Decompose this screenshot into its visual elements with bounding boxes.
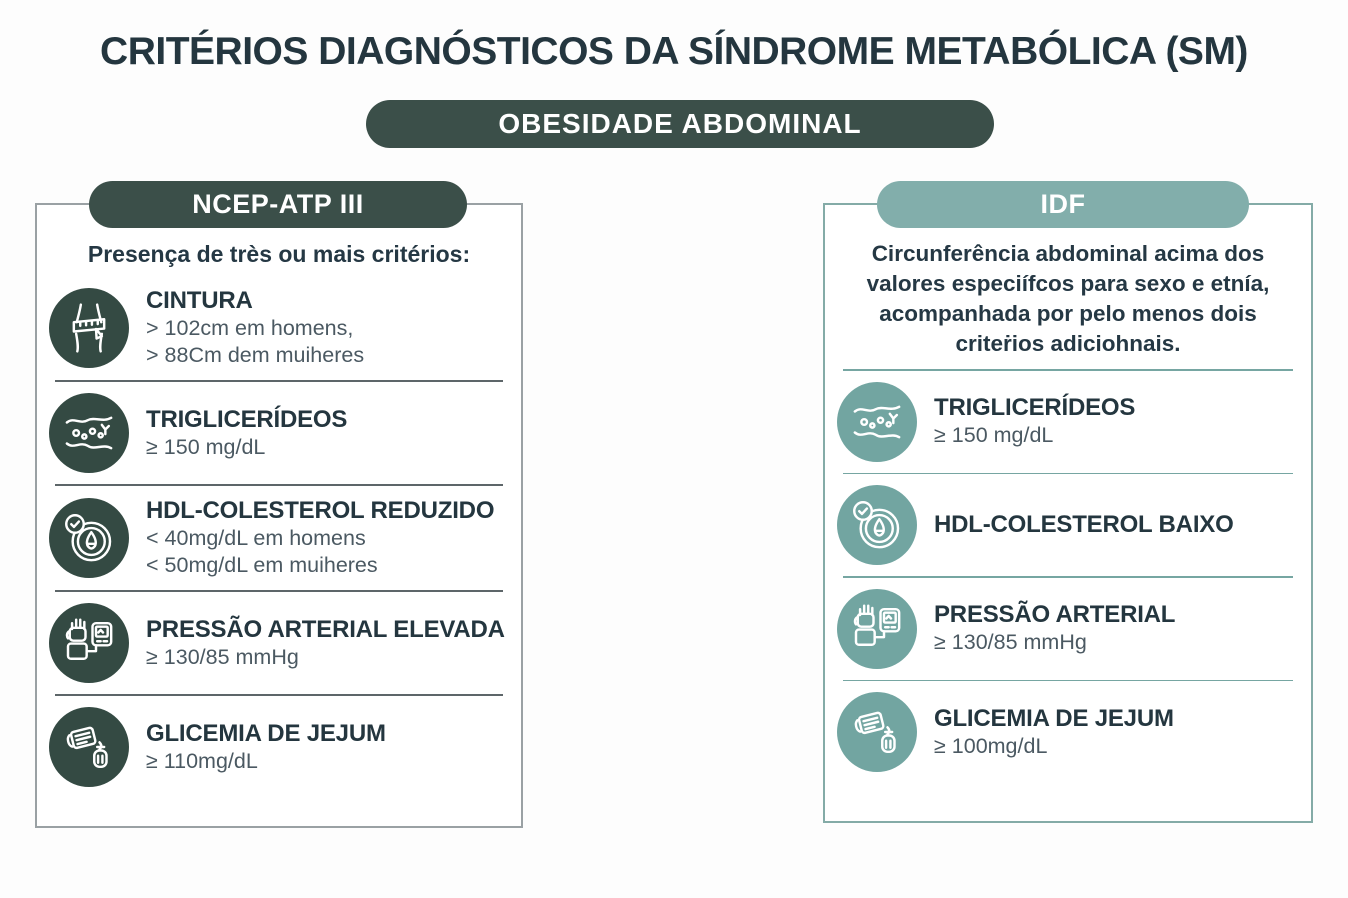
criterion-title: GLICEMIA DE JEJUM	[146, 719, 386, 747]
divider	[843, 473, 1293, 475]
page-title: CRITÉRIOS DIAGNÓSTICOS DA SÍNDROME METABÓLICA (SM)	[100, 30, 1248, 73]
ncep-card	[35, 189, 523, 828]
idf-intro-line: criteṙios adiciohnais.	[955, 331, 1181, 356]
criterion-title: TRIGLICERÍDEOS	[146, 405, 348, 433]
criterion-value: ≥ 150 mg/dL	[146, 434, 266, 459]
ncep-intro: Presença de très ou mais critérios:	[87, 241, 471, 267]
ncep-criteria-list	[37, 274, 521, 796]
obesity-banner	[366, 100, 994, 148]
criterion-value: ≥ 100mg/dL	[934, 733, 1048, 758]
criterion-value: < 40mg/dL em homens	[146, 526, 366, 550]
criterion-row-hdl	[49, 488, 509, 588]
blood-pressure-icon	[837, 589, 917, 669]
idf-intro-line: Circunferência abdominal acima dos	[871, 241, 1265, 266]
divider	[55, 694, 503, 696]
divider	[843, 576, 1293, 578]
idf-intro-line: valores especiífcos para sexo e etnía,	[866, 271, 1270, 296]
criterion-title: TRIGLICERÍDEOS	[934, 394, 1136, 422]
idf-intro	[833, 239, 1303, 359]
hdl-cholesterol-icon	[837, 485, 917, 565]
criterion-row-glucose	[49, 698, 509, 796]
criterion-row-blood-pressure	[837, 580, 1299, 678]
idf-intro-line: acompanhada por pelo menos dois	[879, 301, 1257, 326]
divider	[843, 369, 1293, 371]
criterion-row-triglycerides	[49, 384, 509, 482]
criterion-row-blood-pressure	[49, 594, 509, 692]
obesity-banner-label: OBESIDADE ABDOMINAL	[498, 108, 862, 139]
criterion-value: < 50mg/dL em muiheres	[146, 553, 378, 577]
blood-pressure-icon	[49, 603, 129, 683]
criterion-title: HDL-COLESTEROL REDUZIDO	[146, 497, 495, 524]
criterion-title: PRESSÃO ARTERIAL ELEVADA	[146, 615, 505, 643]
hdl-cholesterol-icon	[49, 498, 129, 578]
criterion-value: ≥ 110mg/dL	[146, 748, 258, 773]
glucose-meter-icon	[49, 707, 129, 787]
divider	[55, 484, 503, 486]
criterion-title: CINTURA	[146, 287, 253, 314]
divider	[55, 380, 503, 382]
ncep-header-label: NCEP-ATP III	[192, 189, 364, 219]
criterion-title: HDL-COLESTEROL BAIXO	[934, 511, 1234, 539]
triglycerides-icon	[49, 393, 129, 473]
criterion-row-waist	[49, 278, 509, 378]
criterion-title: GLICEMIA DE JEJUM	[934, 704, 1174, 732]
criterion-value: > 88Cm dem muiheres	[146, 343, 365, 367]
triglycerides-icon	[837, 382, 917, 462]
waist-icon	[49, 288, 129, 368]
criterion-title: PRESSÃO ARTERIAL	[934, 601, 1176, 629]
ncep-header-pill	[89, 181, 467, 228]
criterion-value: ≥ 130/85 mmHg	[146, 644, 299, 669]
idf-header-label: IDF	[1040, 189, 1086, 219]
criterion-row-glucose	[837, 683, 1299, 781]
divider	[843, 680, 1293, 682]
criterion-row-hdl	[837, 476, 1299, 574]
criterion-value: ≥ 130/85 mmHg	[934, 630, 1087, 655]
divider	[55, 590, 503, 592]
idf-card	[823, 189, 1313, 823]
idf-header-pill	[877, 181, 1249, 228]
criterion-value: > 102cm em homens,	[146, 316, 354, 340]
glucose-meter-icon	[837, 692, 917, 772]
idf-criteria-list	[825, 363, 1311, 781]
criterion-row-triglycerides	[837, 373, 1299, 471]
criterion-value: ≥ 150 mg/dL	[934, 423, 1054, 448]
